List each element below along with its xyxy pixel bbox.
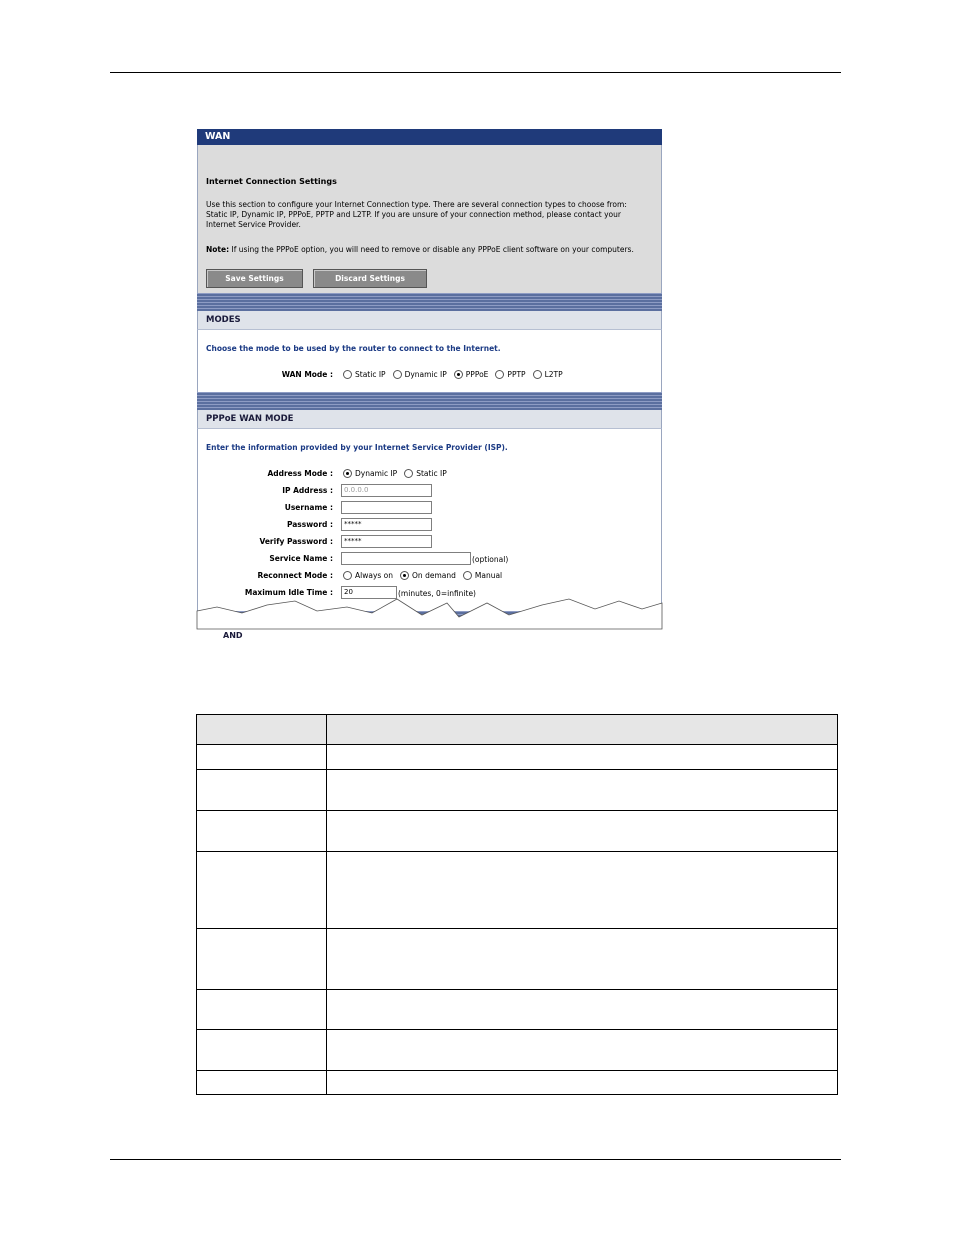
ip-address-input[interactable]: 0.0.0.0 xyxy=(341,484,432,497)
table-cell xyxy=(197,990,327,1030)
wan-mode-radio-pppoe[interactable] xyxy=(454,370,463,379)
service-name-label: Service Name : xyxy=(269,554,333,563)
table-cell xyxy=(197,811,327,852)
modes-instruction: Choose the mode to be used by the router to connect to the Internet. xyxy=(206,344,501,353)
max-idle-time-label: Maximum Idle Time : xyxy=(244,588,333,597)
cut-area xyxy=(197,629,662,649)
table-cell xyxy=(327,811,838,852)
modes-section xyxy=(197,330,662,392)
note-text: If using the PPPoE option, you will need to remove or disable any PPPoE client software on your computers. xyxy=(229,245,634,254)
wan-mode-radio-dynamic-ip[interactable] xyxy=(393,370,402,379)
reconnect-mode-options xyxy=(339,571,502,580)
wan-mode-option-label: L2TP xyxy=(544,370,563,379)
table-cell xyxy=(327,1071,838,1095)
address-mode-radio-static[interactable] xyxy=(404,469,413,478)
note-label: Note: xyxy=(206,245,230,254)
wan-mode-option-label: PPTP xyxy=(507,370,526,379)
table-row xyxy=(197,929,838,990)
wan-mode-option-label: PPPoE xyxy=(465,370,489,379)
address-mode-radio-dynamic[interactable] xyxy=(343,469,352,478)
service-name-input[interactable] xyxy=(341,552,471,565)
panel-header: WAN xyxy=(197,129,662,145)
table-row xyxy=(197,1030,838,1071)
reconnect-option-label: On demand xyxy=(412,571,456,580)
modes-section-title: MODES xyxy=(197,311,662,330)
table-row xyxy=(197,852,838,929)
table-cell xyxy=(197,745,327,770)
table-cell xyxy=(327,852,838,929)
table-cell xyxy=(197,1030,327,1071)
table-cell xyxy=(197,852,327,929)
wan-mode-radio-static-ip[interactable] xyxy=(343,370,352,379)
pppoe-instruction: Enter the information provided by your Internet Service Provider (ISP). xyxy=(206,443,508,452)
wan-screenshot xyxy=(197,129,662,640)
ip-address-label: IP Address : xyxy=(282,486,333,495)
reconnect-option-label: Manual xyxy=(474,571,503,580)
address-option-label: Dynamic IP xyxy=(355,469,398,478)
discard-settings-button[interactable]: Discard Settings xyxy=(313,269,427,288)
save-settings-button[interactable]: Save Settings xyxy=(206,269,303,288)
verify-password-label: Verify Password : xyxy=(259,537,333,546)
table-cell xyxy=(197,770,327,811)
intro-section xyxy=(197,145,662,293)
table-header-row xyxy=(197,715,838,745)
cut-section-title: AND xyxy=(223,631,243,640)
wan-mode-label: WAN Mode : xyxy=(281,370,333,379)
reconnect-mode-label: Reconnect Mode : xyxy=(257,571,333,580)
table-header-cell xyxy=(327,715,838,745)
torn-edge xyxy=(197,597,662,629)
footer-rule xyxy=(110,1159,841,1160)
description-table xyxy=(196,714,838,1095)
intro-heading: Internet Connection Settings xyxy=(206,177,337,186)
wan-mode-radio-pptp[interactable] xyxy=(495,370,504,379)
username-input[interactable] xyxy=(341,501,432,514)
table-cell xyxy=(327,745,838,770)
table-cell xyxy=(327,770,838,811)
pppoe-section-title: PPPoE WAN MODE xyxy=(197,410,662,429)
table-row xyxy=(197,811,838,852)
table-cell xyxy=(197,929,327,990)
table-row xyxy=(197,1071,838,1095)
password-input[interactable]: ***** xyxy=(341,518,432,531)
address-mode-label: Address Mode : xyxy=(267,469,333,478)
table-row xyxy=(197,770,838,811)
intro-note xyxy=(206,245,646,254)
table-row xyxy=(197,745,838,770)
address-mode-options xyxy=(339,469,447,478)
wan-mode-option-label: Static IP xyxy=(355,370,386,379)
wan-mode-radio-l2tp[interactable] xyxy=(533,370,542,379)
reconnect-radio-manual[interactable] xyxy=(463,571,472,580)
max-idle-time-input[interactable]: 20 xyxy=(341,586,397,599)
address-option-label: Static IP xyxy=(416,469,447,478)
username-label: Username : xyxy=(284,503,333,512)
verify-password-input[interactable]: ***** xyxy=(341,535,432,548)
reconnect-option-label: Always on xyxy=(355,571,394,580)
table-row xyxy=(197,990,838,1030)
pppoe-section xyxy=(197,429,662,611)
reconnect-radio-always-on[interactable] xyxy=(343,571,352,580)
section-divider xyxy=(197,293,662,311)
reconnect-radio-on-demand[interactable] xyxy=(400,571,409,580)
table-header-cell xyxy=(197,715,327,745)
intro-paragraph: Use this section to configure your Internet Connection type. There are several connection types to choose from: Static IP, Dynamic IP, PPPoE, PPTP and L2TP. If you are unsure of your connection method, please contact your Internet Service Provider. xyxy=(206,200,627,229)
wan-mode-options xyxy=(339,370,563,379)
table-cell xyxy=(327,929,838,990)
table-cell xyxy=(327,990,838,1030)
wan-mode-option-label: Dynamic IP xyxy=(404,370,447,379)
table-cell xyxy=(197,1071,327,1095)
password-label: Password : xyxy=(286,520,333,529)
header-rule xyxy=(110,72,841,73)
section-divider xyxy=(197,392,662,410)
max-idle-time-hint: (minutes, 0=infinite) xyxy=(398,589,476,598)
service-name-hint: (optional) xyxy=(472,555,509,564)
table-cell xyxy=(327,1030,838,1071)
